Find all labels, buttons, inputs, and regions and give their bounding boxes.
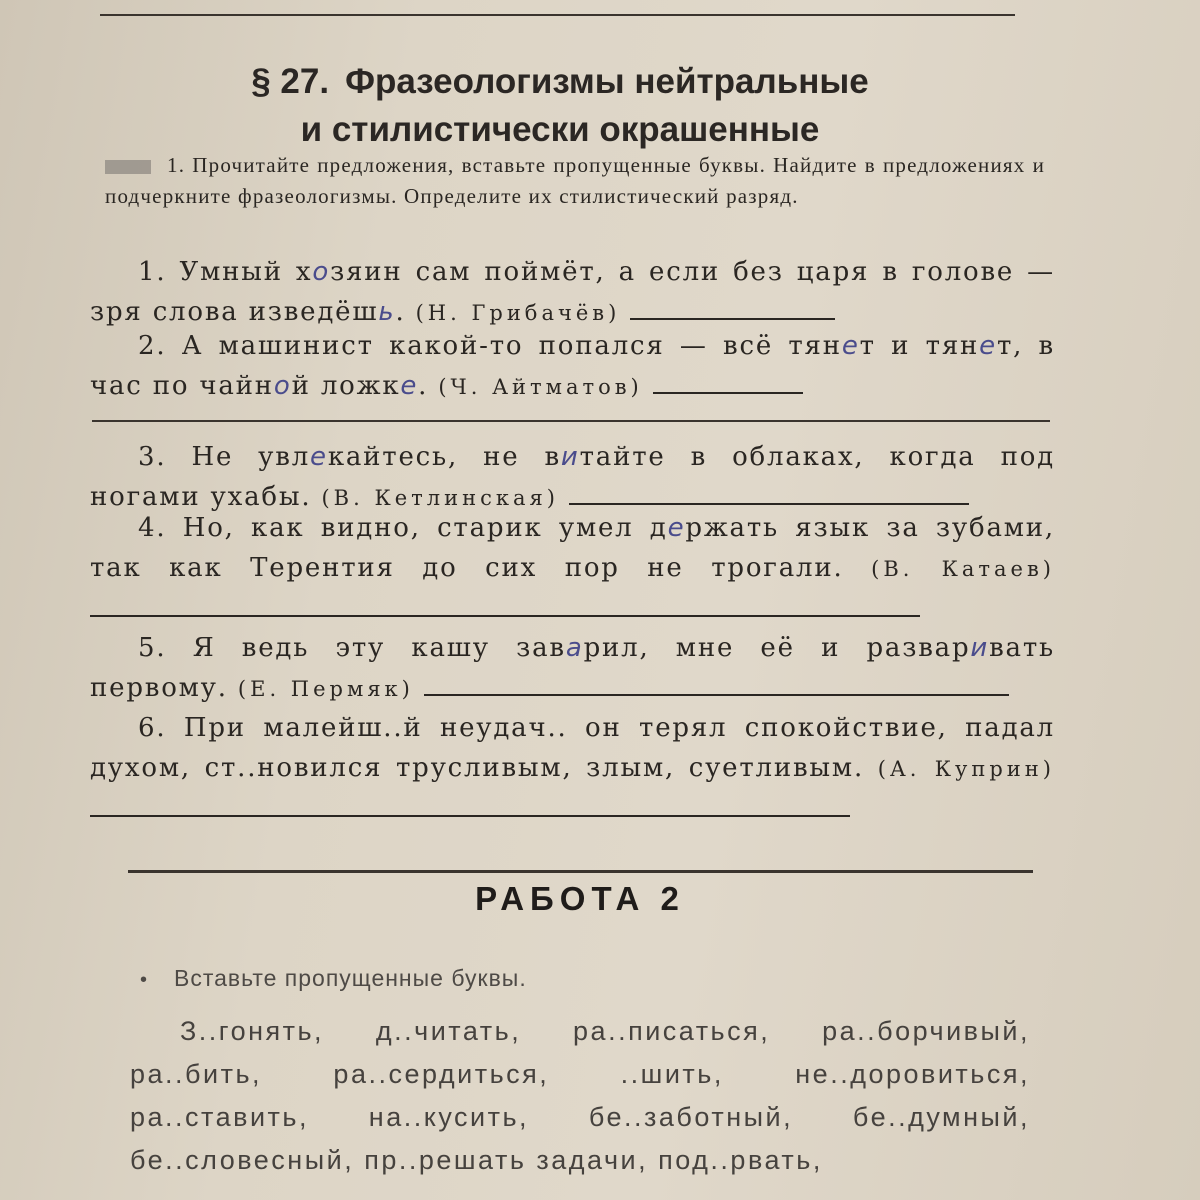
sentence-author: (Н. Грибачёв): [415, 301, 621, 325]
handwritten-letter: и: [560, 442, 580, 472]
handwritten-letter: е: [667, 513, 686, 543]
sentence-text: При малейш..й неудач.. он терял спокойствие, падал духом, ст..новился трусливым, злым, суетливым.: [90, 713, 1055, 783]
sentence-3: [90, 437, 1055, 518]
sentence-number: 3.: [138, 442, 167, 472]
sentence-1: [90, 252, 1055, 333]
sentence-2: [90, 326, 1055, 407]
answer-line[interactable]: [569, 483, 969, 505]
answer-line[interactable]: [653, 372, 803, 394]
sentence-text: Я ведь эту кашу зав: [192, 633, 566, 663]
sentence-text: .: [418, 371, 429, 401]
sentence-number: 6.: [138, 713, 167, 743]
sentence-5: [90, 628, 1055, 709]
sentence-text: вать первому.: [90, 633, 1055, 703]
handwritten-letter: о: [312, 257, 331, 287]
work-2-word-list: [130, 1010, 1030, 1182]
sentence-number: 4.: [138, 513, 167, 543]
sentence-text: рил, мне её и развар: [583, 633, 971, 663]
exercise-marker-icon: [105, 160, 151, 174]
sentence-author: (В. Катаев): [871, 557, 1055, 581]
sentence-text: кайтесь, не в: [327, 442, 561, 472]
section-title-line-2: и стилистически окрашенные: [300, 110, 820, 149]
task-1-instructions: [105, 150, 1045, 212]
sentence-text: Но, как видно, старик умел д: [182, 513, 668, 543]
handwritten-letter: о: [273, 371, 292, 401]
handwritten-letter: ь: [378, 297, 396, 327]
bullet-icon: •: [140, 969, 149, 991]
sentence-text: А машинист какой-то попался — всё тян: [181, 331, 842, 361]
handwritten-letter: е: [310, 442, 328, 472]
sentence-text: т, в час по чайн: [90, 331, 1055, 401]
answer-line[interactable]: [424, 674, 1009, 696]
sentence-text: т и тян: [859, 331, 980, 361]
sentence-text: зяин сам поймёт, а если без царя в голове — зря слова изведёш: [90, 257, 1055, 327]
sentence-text: тайте в облаках, когда под ногами ухабы.: [90, 442, 1055, 512]
sentence-4: [90, 508, 1055, 629]
sentence-text: .: [395, 297, 406, 327]
sentence-number: 2.: [138, 331, 167, 361]
sentence-text: Умный х: [179, 257, 313, 287]
work-2-instruction: [140, 965, 840, 992]
work-2-title: РАБОТА 2: [475, 880, 685, 917]
sentence-number: 1.: [138, 257, 167, 287]
sentence-text: й ложк: [291, 371, 401, 401]
section-title-text-1: Фразеологизмы нейтральные: [345, 62, 869, 101]
section-number: § 27.: [251, 62, 330, 101]
instruction-text: Вставьте пропущенные буквы.: [174, 965, 527, 991]
sentence-text: ржать язык за зубами, так как Терентия до сих пор не трогали.: [90, 513, 1055, 583]
answer-line[interactable]: [90, 795, 850, 817]
task-number: 1.: [167, 153, 186, 177]
section-separator: [128, 870, 1033, 873]
section-title: [140, 58, 980, 154]
section-title-line-1: [140, 58, 980, 106]
handwritten-letter: е: [400, 371, 419, 401]
sentence-author: (Е. Пермяк): [237, 677, 414, 701]
answer-line[interactable]: [90, 595, 920, 617]
word-list-text: З..гонять, д..читать, ра..писаться, ра..борчивый, ра..бить, ра..сердиться, ..шить, не..доровиться, ра..ставить, на..кусить, бе..заботный, бе..думный, бе..словесный, пр..решать задачи, под..рвать,: [130, 1016, 1030, 1175]
handwritten-letter: а: [565, 633, 584, 663]
task-text: Прочитайте предложения, вставьте пропущенные буквы. Найдите в предложениях и подчеркните фразеологизмы. Определите их стилистический разряд.: [105, 153, 1046, 208]
sentence-author: (В. Кетлинская): [321, 486, 559, 510]
sentence-author: (Ч. Айтматов): [438, 375, 643, 399]
answer-line[interactable]: [630, 298, 835, 320]
sentence-author: (А. Куприн): [877, 757, 1055, 781]
handwritten-letter: и: [970, 633, 990, 663]
handwritten-letter: е: [979, 331, 997, 361]
sentence-6: [90, 708, 1055, 829]
top-divider: [100, 14, 1015, 16]
sentence-text: Не увл: [191, 442, 311, 472]
handwritten-letter: е: [841, 331, 860, 361]
sentence-number: 5.: [138, 633, 167, 663]
answer-line-extension[interactable]: [92, 420, 1050, 422]
